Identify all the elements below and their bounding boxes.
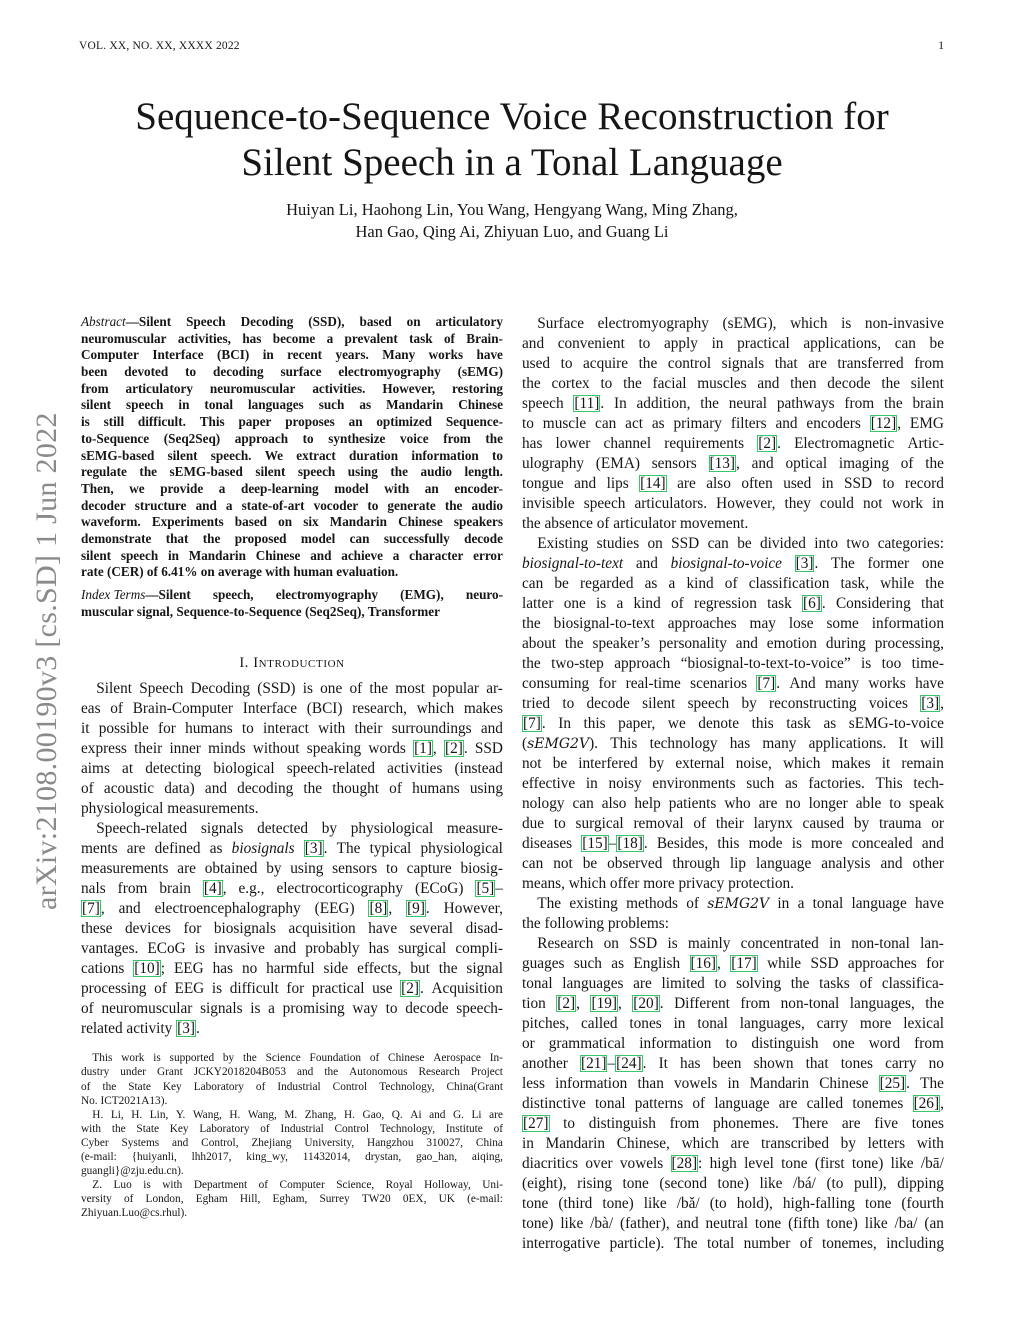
page-number: 1: [938, 40, 944, 52]
arxiv-stamp: arXiv:2108.00190v3 [cs.SD] 1 Jun 2022: [30, 412, 63, 910]
abstract: Abstract—Silent Speech Decoding (SSD), based on articulatory neuromuscular activities, has become a prevalent task of Brain- Computer Interface (BCI) in recent years. Many works have been devoted to decoding surface electromyography (sEMG) from articulatory neuromuscular activities. However, restoring silent speech in tonal languages such as Mandarin Chinese is still difficult. This paper proposes an optimized Sequence- to-Sequence (Seq2Seq) approach to synthesize voice from the sEMG-based silent speech. We extract duration information to regulate the sEMG-based silent speech using the audio length. Then, we provide a deep-learning model with an encoder- decoder structure and a state-of-art vocoder to generate the audio waveform. Experiments based on six Mandarin Chinese speakers demonstrate that the proposed model can successfully decode silent speech in Mandarin Chinese and achieve a character error rate (CER) of 6.41% on average with human evaluation.: [81, 314, 503, 580]
author-line: Huiyan Li, Haohong Lin, You Wang, Hengyang Wang, Ming Zhang,: [286, 200, 738, 219]
author-list: [0, 199, 1024, 243]
intro-body: Silent Speech Decoding (SSD) is one of the most popular ar- eas of Brain-Computer Interface (BCI) research, which makes it possible for humans to interact with their surroundings and express their inner minds without speaking words [1], [2]. SSD aims at detecting biological speech-related activities (instead of acoustic data) and decoding the thought of humans using physiological measurements. Speech-related signals detected by physiological measure- ments are defined as biosignals [3]. The typical physiological measurements are obtained by using sensors to capture biosig- nals from brain [4], e.g., electrocorticography (ECoG) [5]– [7], and electroencephalography (EEG) [8], [9]. However, these devices for biosignals acquisition have several disad- vantages. ECoG is invasive and probably has surgical compli- cations [10]; EEG has no harmful side effects, but the signal processing of EEG is difficult for practical use [2]. Acquisition of neuromuscular signals is a promising way to decode speech- related activity [3].: [81, 680, 503, 1038]
footnotes: This work is supported by the Science Foundation of Chinese Aerospace In- dustry under Grant JCKY2018204B053 and the Autonomous Research Project of the State Key Laboratory of Industrial Control Technology, China(Grant No. ICT2021A13). H. Li, H. Lin, Y. Wang, H. Wang, M. Zhang, H. Gao, Q. Ai and G. Li are with the State Key Laboratory of Industrial Control Technology, Institute of Cyber Systems and Control, Zhejiang University, Hangzhou 310027, China (e-mail: {huiyanli, lhh2017, king_wy, 11432014, drystan, gao_han, aiqing, guangli}@zju.edu.cn). Z. Luo is with Department of Computer Science, Royal Holloway, Uni- versity of London, Egham Hill, Egham, Surrey TW20 0EX, UK (e-mail: Zhiyuan.Luo@cs.rhul).: [81, 1052, 503, 1220]
running-head: VOL. XX, NO. XX, XXXX 2022: [79, 40, 240, 52]
paper-title: [0, 94, 1024, 186]
section-heading: I. INTRODUCTION: [239, 655, 345, 672]
index-terms: Index Terms—Silent speech, electromyography (EMG), neuro- muscular signal, Sequence-to-Sequence (Seq2Seq), Transformer: [81, 587, 503, 619]
right-column: Surface electromyography (sEMG), which is non-invasive and convenient to apply in practical applications, can be used to acquire the control signals that are transferred from the cortex to the facial muscles and then decode the silent speech [11]. In addition, the neural pathways from the brain to muscle can act as primary filters and encoders [12], EMG has lower channel requirements [2]. Electromagnetic Artic- ulography (EMA) sensors [13], and optical imaging of the tongue and lips [14] are also often used in SSD to record invisible speech articulators. However, they could not work in the absence of articulator movement. Existing studies on SSD can be divided into two categories: biosignal-to-text and biosignal-to-voice [3]. The former one can be regarded as a kind of classification task, while the latter one is a kind of regression task [6]. Considering that the biosignal-to-text approaches may lose some information about the speaker’s personality and emotion during processing, the two-step approach “biosignal-to-text-to-voice” is too time- consuming for real-time scenarios [7]. And many works have tried to decode silent speech by reconstructing voices [3], [7]. In this paper, we denote this task as sEMG-to-voice (sEMG2V). This technology has many applications. It will not be interfered by external noise, which makes it remain effective in noisy environments such as factories. This tech- nology can also help patients who are no longer able to speak due to surgical removal of their larynx caused by trauma or diseases [15]–[18]. Besides, this mode is more concealed and can not be observed through lip language analysis and other means, which offer more privacy protection. The existing methods of sEMG2V in a tonal language have the following problems: Research on SSD is mainly concentrated in non-tonal lan- guages such as English [16], [17] while SSD approaches for tonal languages are limited to solving the tasks of classifica- tion [2], [19], [20]. Different from non-tonal languages, the pitches, called tones in tonal languages, carry more lexical or grammatical information to distinguish one word from another [21]–[24]. It has been shown that tones carry no less information than vowels in Mandarin Chinese [25]. The distinctive tonal patterns of language are called tonemes [26], [27] to distinguish from phonemes. There are five tones in Mandarin Chinese, which are transcribed by letters with diacritics over vowels [28]: high level tone (first tone) like /bā/ (eight), rising tone (second tone) like /bá/ (to pull), dipping tone (third tone) like /bǎ/ (to hold), high-falling tone (fourth tone) like /bà/ (father), and neutral tone (fifth tone) like /ba/ (an interrogative particle). The total number of tonemes, including: [522, 315, 944, 1252]
title-line: Silent Speech in a Tonal Language: [241, 141, 783, 184]
title-line: Sequence-to-Sequence Voice Reconstruction for: [135, 95, 889, 138]
author-line: Han Gao, Qing Ai, Zhiyuan Luo, and Guang Li: [355, 222, 669, 241]
left-column: [81, 314, 503, 1221]
